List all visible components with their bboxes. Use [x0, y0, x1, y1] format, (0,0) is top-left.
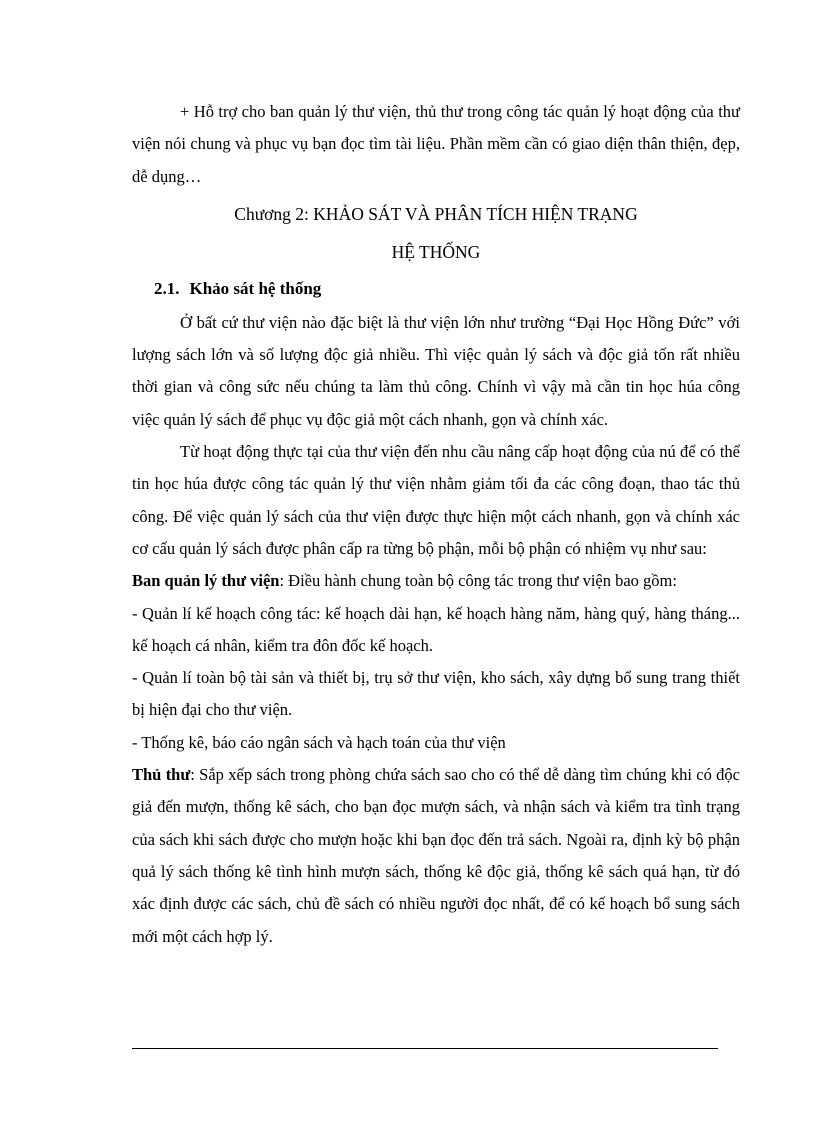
intro-paragraph: + Hỗ trợ cho ban quản lý thư viện, thủ thư trong công tác quản lý hoạt động của thư viện nói chung và phục vụ bạn đọc tìm tài liệu. Phần mềm cần có giao diện thân thiện, đẹp, dễ dụng… — [132, 102, 740, 186]
librarian-text: : Sắp xếp sách trong phòng chứa sách sao cho có thể dễ dàng tìm chúng khi có độc giả đến mượn, thống kê sách, cho bạn đọc mượn sách, và nhận sách và kiểm tra tình trạng của sách khi sách được cho mượn hoặc khi bạn đọc đến trả sách. Ngoài ra, định kỳ bộ phận quả lý sách thống kê tình hình mượn sách, thống kê độc giả, thống kê sách quá hạn, từ đó xác định được các sách, chủ đề sách có nhiều người đọc nhất, để có kế hoạch bổ sung sách mới một cách hợp lý. — [132, 765, 740, 946]
footer-divider — [132, 1048, 718, 1049]
management-text: : Điều hành chung toàn bộ công tác trong thư viện bao gồm: — [279, 571, 677, 591]
management-item: - Thống kê, báo cáo ngân sách và hạch toán của thư viện — [132, 732, 506, 752]
section-number: 2.1. — [154, 278, 180, 298]
chapter-title-line2: HỆ THỐNG — [391, 241, 481, 262]
management-item: - Quản lí kế hoạch công tác: kế hoạch dài hạn, kế hoạch hàng năm, hàng quý, hàng tháng... kế hoạch cá nhân, kiểm tra đôn đốc kế hoạch. — [132, 603, 740, 655]
management-label: Ban quản lý thư viện — [132, 571, 280, 591]
librarian-paragraph — [132, 759, 740, 953]
chapter-heading — [132, 195, 740, 271]
management-item: - Quản lí toàn bộ tài sản và thiết bị, trụ sở thư viện, kho sách, xây dựng bổ sung trang thiết bị hiện đại cho thư viện. — [132, 668, 740, 720]
page-content — [132, 96, 740, 953]
chapter-title-line1: Chương 2: KHẢO SÁT VÀ PHÂN TÍCH HIỆN TRẠNG — [234, 203, 638, 224]
section-heading — [154, 271, 740, 307]
management-paragraph — [132, 565, 740, 597]
body-paragraph-1: Ở bất cứ thư viện nào đặc biệt là thư viện lớn như trường “Đại Học Hồng Đức” với lượng sách lớn và số lượng độc giả nhiều. Thì việc quản lý sách và độc giả tốn rất nhiều thời gian và công sức nếu chúng ta làm thủ công. Chính vì vậy mà cần tin học húa công việc quản lý sách để phục vụ độc giả một cách nhanh, gọn và chính xác. — [132, 312, 740, 429]
section-title: Khảo sát hệ thống — [189, 278, 322, 298]
librarian-label: Thủ thư — [132, 765, 191, 785]
body-paragraph-2: Từ hoạt động thực tại của thư viện đến nhu cầu nâng cấp hoạt động của nú để có thể tin học húa được công tác quản lý thư viện nhằm giảm tối đa các công đoạn, thao tác thủ công. Để việc quản lý sách của thư viện được thực hiện một cách nhanh, gọn và chính xác cơ cấu quản lý sách được phân cấp ra từng bộ phận, mỗi bộ phận có nhiệm vụ như sau: — [132, 442, 740, 558]
